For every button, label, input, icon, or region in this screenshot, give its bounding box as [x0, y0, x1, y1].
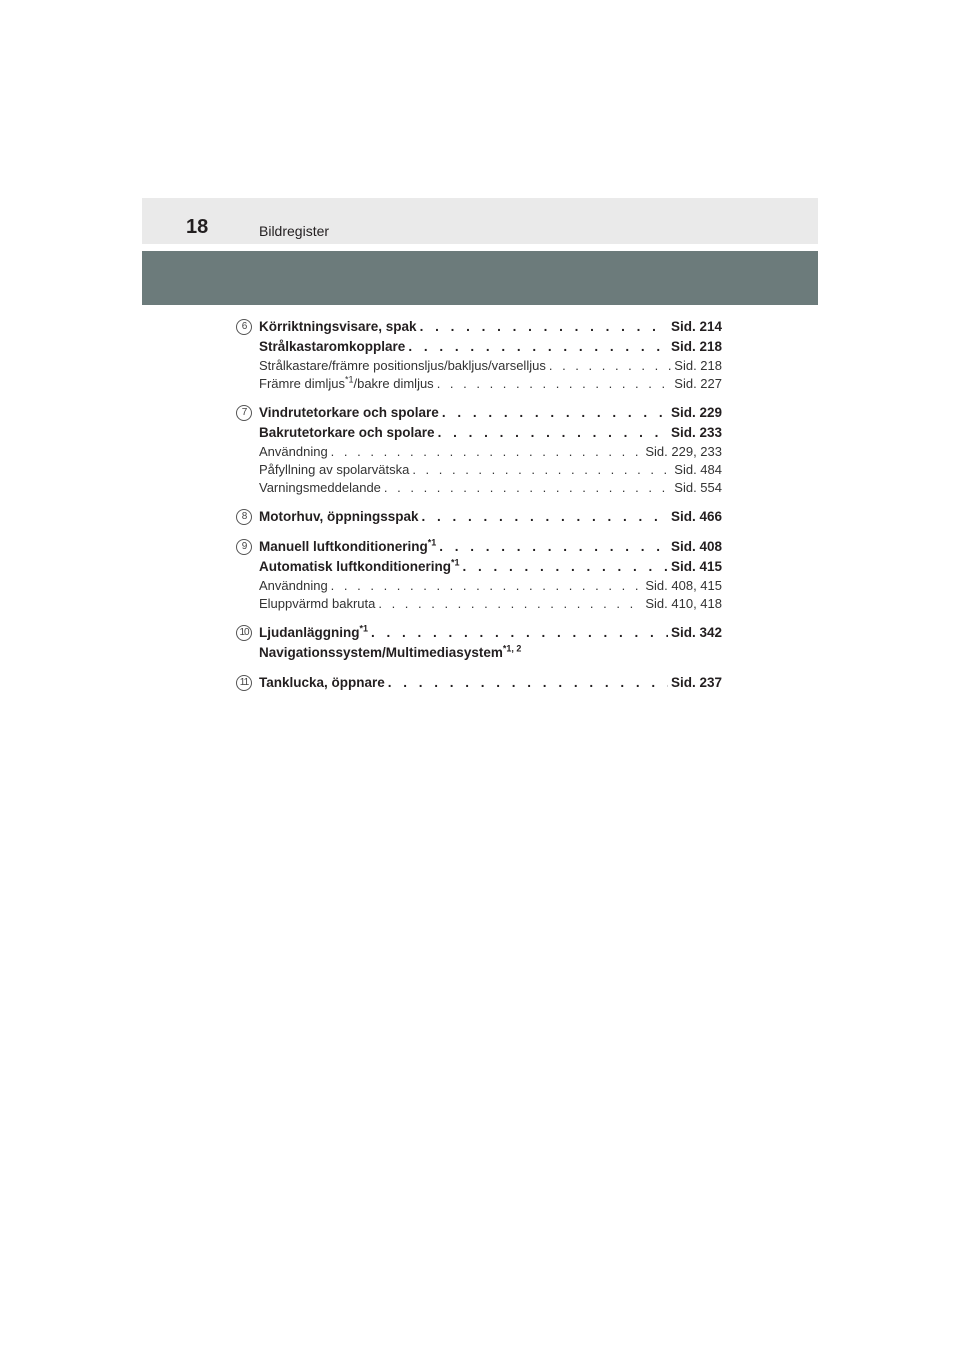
subentry-label [259, 479, 381, 497]
entry-label [259, 317, 417, 337]
index-entry[interactable] [259, 643, 722, 663]
dot-leader [412, 461, 671, 479]
index-entry[interactable] [259, 337, 722, 357]
dot-leader [371, 623, 668, 643]
subentry-label [259, 443, 328, 461]
index-subentry[interactable] [259, 443, 722, 461]
index-subentry[interactable] [259, 595, 722, 613]
entry-label-text: Automatisk luftkonditionering [259, 559, 451, 574]
page-reference-link[interactable]: Sid. 214 [670, 319, 722, 334]
index-subentry[interactable] [259, 479, 722, 497]
index-entry[interactable] [259, 403, 722, 423]
index-entry[interactable] [259, 623, 722, 643]
index-entry[interactable] [259, 423, 722, 443]
index-entry[interactable] [259, 507, 722, 527]
entry-label-text: Körriktningsvisare, spak [259, 319, 417, 334]
entry-label [259, 423, 435, 443]
index-group [236, 403, 722, 497]
dot-leader [442, 403, 668, 423]
page-reference-link[interactable]: Sid. 415 [670, 559, 722, 574]
page-reference-link[interactable]: Sid. 237 [670, 675, 722, 690]
subentry-label [259, 461, 409, 479]
page-reference-link[interactable]: Sid. 554 [674, 480, 722, 495]
entry-label [259, 557, 460, 577]
subentry-label-text: Påfyllning av spolarvätska [259, 462, 410, 477]
page-reference-link[interactable]: Sid. 466 [670, 509, 722, 524]
index-group [236, 673, 722, 693]
subentry-label [259, 357, 546, 375]
entry-label [259, 337, 405, 357]
item-number-badge: 10 [236, 625, 252, 641]
subentry-label-text: Strålkastare/främre positionsljus/bakljus/varselljus [259, 358, 546, 373]
index-subentry[interactable] [259, 357, 722, 375]
dot-leader [331, 443, 643, 461]
dot-leader [420, 317, 668, 337]
subentry-label [259, 375, 434, 393]
index-group [236, 623, 722, 663]
index-group [236, 317, 722, 393]
footnote-marker: *1, 2 [502, 643, 522, 654]
entry-label-text: Bakrutetorkare och spolare [259, 425, 435, 440]
dot-leader [438, 423, 668, 443]
subentry-label [259, 595, 375, 613]
entry-label [259, 403, 439, 423]
index-entry[interactable] [259, 673, 722, 693]
footnote-marker: *1 [359, 623, 369, 634]
entry-label [259, 643, 521, 663]
section-banner [142, 251, 818, 305]
page-reference-link[interactable]: Sid. 227 [674, 376, 722, 391]
index-subentry[interactable] [259, 461, 722, 479]
page-reference-link[interactable]: Sid. 408, 415 [645, 578, 722, 593]
item-number-badge: 9 [236, 539, 252, 555]
dot-leader [549, 357, 671, 375]
index-entry[interactable] [259, 557, 722, 577]
footnote-marker: *1 [344, 374, 354, 385]
subentry-label-text: Användning [259, 444, 328, 459]
dot-leader [388, 673, 668, 693]
page-number: 18 [186, 216, 209, 238]
page-reference-link[interactable]: Sid. 229 [670, 405, 722, 420]
index-entry[interactable] [259, 537, 722, 557]
index-list [236, 317, 722, 703]
index-entry[interactable] [259, 317, 722, 337]
section-title: Bildregister [259, 223, 330, 239]
dot-leader [439, 537, 668, 557]
entry-label [259, 537, 436, 557]
subentry-label-suffix: /bakre dimljus [353, 376, 434, 391]
dot-leader [422, 507, 668, 527]
subentry-label-text: Varningsmeddelande [259, 480, 381, 495]
index-subentry[interactable] [259, 375, 722, 393]
index-subentry[interactable] [259, 577, 722, 595]
dot-leader [463, 557, 668, 577]
entry-label-text: Navigationssystem/Multimediasystem [259, 645, 503, 660]
subentry-label-text: Främre dimljus [259, 376, 345, 391]
page-reference-link[interactable]: Sid. 408 [670, 539, 722, 554]
dot-leader [384, 479, 671, 497]
page-reference-link[interactable]: Sid. 229, 233 [645, 444, 722, 459]
footnote-marker: *1 [427, 537, 437, 548]
entry-label-text: Manuell luftkonditionering [259, 539, 428, 554]
page-reference-link[interactable]: Sid. 233 [670, 425, 722, 440]
entry-label-text: Strålkastaromkopplare [259, 339, 406, 354]
subentry-label-text: Användning [259, 578, 328, 593]
page-reference-link[interactable]: Sid. 218 [674, 358, 722, 373]
index-group [236, 507, 722, 527]
dot-leader [331, 577, 643, 595]
dot-leader [378, 595, 642, 613]
page-reference-link[interactable]: Sid. 484 [674, 462, 722, 477]
entry-label [259, 623, 368, 643]
entry-label-text: Vindrutetorkare och spolare [259, 405, 439, 420]
subentry-label-text: Eluppvärmd bakruta [259, 596, 376, 611]
page-reference-link[interactable]: Sid. 410, 418 [645, 596, 722, 611]
item-number-badge: 8 [236, 509, 252, 525]
dot-leader [437, 375, 672, 393]
index-group [236, 537, 722, 613]
dot-leader [408, 337, 668, 357]
header-bar [142, 198, 818, 244]
entry-label-text: Ljudanläggning [259, 625, 360, 640]
item-number-badge: 6 [236, 319, 252, 335]
entry-label [259, 673, 385, 693]
subentry-label [259, 577, 328, 595]
entry-label-text: Motorhuv, öppningsspak [259, 509, 419, 524]
entry-label-text: Tanklucka, öppnare [259, 675, 385, 690]
page-reference-link[interactable]: Sid. 218 [670, 339, 722, 354]
page-reference-link[interactable]: Sid. 342 [670, 625, 722, 640]
item-number-badge: 11 [236, 675, 252, 691]
item-number-badge: 7 [236, 405, 252, 421]
footnote-marker: *1 [451, 557, 460, 568]
entry-label [259, 507, 419, 527]
